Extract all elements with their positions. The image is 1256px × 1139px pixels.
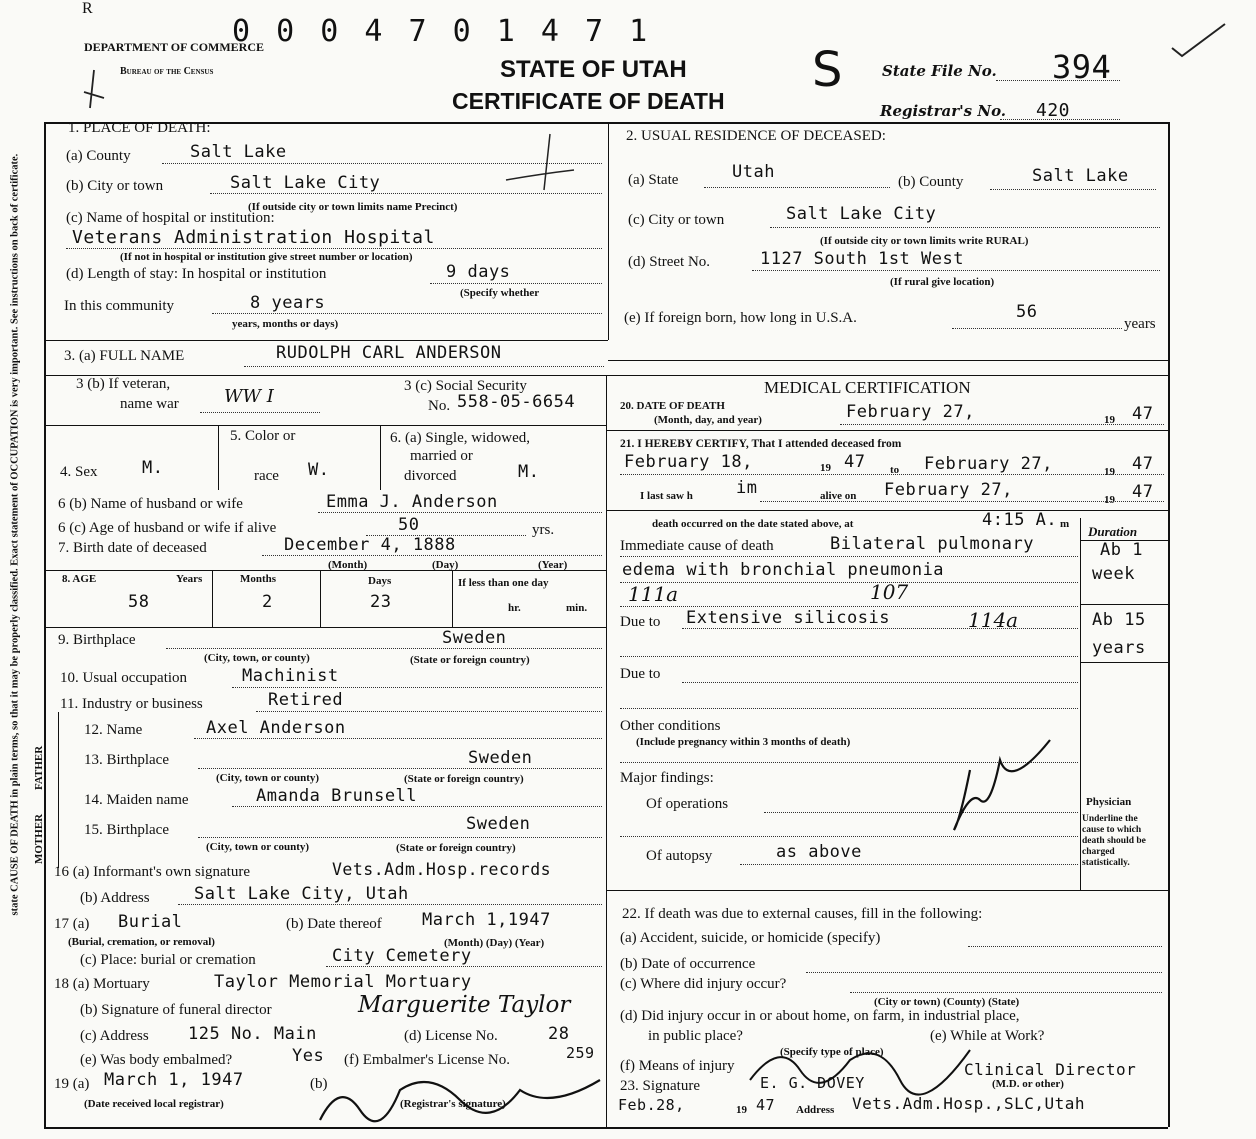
bp-note-city: (City, town, or county) — [204, 652, 310, 664]
duration-1b: week — [1092, 564, 1135, 584]
burial-date: March 1,1947 — [422, 910, 551, 930]
embalmed-label: (e) Was body embalmed? — [80, 1052, 233, 1068]
certify-label: 21. I HEREBY CERTIFY, That I attended deceased from — [620, 438, 902, 450]
spouse: Emma J. Anderson — [326, 492, 498, 512]
death-date-label: 20. DATE OF DEATH — [620, 400, 725, 412]
pod-stay: 9 days — [446, 262, 511, 282]
color-label-2: race — [254, 468, 279, 484]
color-label-1: 5. Color or — [230, 428, 296, 444]
father-note-state: (State or foreign country) — [404, 773, 524, 785]
registrar-no: 420 — [1036, 100, 1071, 121]
other-note: (Include pregnancy within 3 months of death) — [636, 736, 851, 748]
embalmed: Yes — [292, 1046, 325, 1066]
full-name: RUDOLPH CARL ANDERSON — [276, 343, 502, 363]
received-note: (Date received local registrar) — [84, 1098, 224, 1110]
ext-c-note: (City or town) (County) (State) — [874, 996, 1020, 1008]
pencil-initials — [940, 730, 1060, 840]
signature-century: 19 — [736, 1104, 747, 1116]
father-side-label: FATHER — [33, 745, 45, 790]
birth-note-day: (Day) — [432, 559, 459, 571]
marital-label-1: 6. (a) Single, widowed, — [390, 430, 530, 446]
signature-date: Feb.28, — [618, 1096, 685, 1114]
lessday-label: If less than one day — [458, 577, 549, 589]
serial-number: 0 0 0 4 7 0 1 4 7 1 — [232, 14, 652, 49]
pod-city-label: (b) City or town — [66, 178, 164, 194]
alive-on: February 27, — [884, 480, 1013, 500]
alive-year: 47 — [1132, 482, 1154, 502]
father-name: Axel Anderson — [206, 718, 346, 738]
handwritten-s: S — [812, 42, 843, 98]
res-state-label: (a) State — [628, 172, 679, 188]
res-city-note: (If outside city or town limits write RURAL) — [820, 235, 1029, 247]
operations-label: Of operations — [646, 796, 729, 812]
pod-hospital: Veterans Administration Hospital — [72, 227, 435, 248]
duration-label: Duration — [1088, 524, 1138, 539]
mother-side-label: MOTHER — [33, 813, 45, 864]
duration-1a: Ab 1 — [1100, 540, 1143, 560]
code-2: 107 — [870, 580, 909, 604]
due-1: Extensive silicosis — [686, 608, 890, 628]
signature-label: 23. Signature — [620, 1078, 700, 1094]
father-note-city: (City, town or county) — [216, 772, 320, 784]
occupation-label: 10. Usual occupation — [60, 670, 188, 686]
registrar-sig-note: (Registrar's signature) — [400, 1098, 506, 1110]
mother-note-state: (State or foreign country) — [396, 842, 516, 854]
duration-2b: years — [1092, 638, 1146, 658]
embalmer-label: (f) Embalmer's License No. — [344, 1052, 510, 1068]
burial-date-label: (b) Date thereof — [286, 916, 382, 932]
marital-label-2: married or — [410, 448, 473, 464]
state-file-label: State File No. — [882, 62, 997, 80]
pod-community: 8 years — [250, 293, 326, 313]
time: 4:15 A. — [982, 510, 1058, 530]
occupation: Machinist — [242, 666, 339, 686]
res-city-label: (c) City or town — [628, 212, 725, 228]
to-label: to — [890, 464, 900, 476]
mother-bp: Sweden — [466, 814, 531, 834]
received: March 1, 1947 — [104, 1070, 244, 1090]
informant-label: 16 (a) Informant's own signature — [54, 864, 250, 880]
funeral-sig: Marguerite Taylor — [358, 992, 571, 1018]
ext-d-label: (d) Did injury occur in or about home, on farm, in industrial place, — [620, 1008, 1020, 1024]
pod-specify-note: (Specify whether — [460, 287, 540, 299]
immediate-1: Bilateral pulmonary — [830, 534, 1034, 554]
spouse-age-label: 6 (c) Age of husband or wife if alive — [58, 520, 277, 536]
sex-label: 4. Sex — [60, 464, 98, 480]
ss-number: 558-05-6654 — [457, 392, 576, 412]
license-label: (d) License No. — [404, 1028, 498, 1044]
ss-label-2: No. — [428, 398, 451, 414]
veteran: WW I — [224, 386, 274, 407]
registrar-label: Registrar's No. — [880, 102, 1007, 120]
attended-from: February 18, — [624, 452, 753, 472]
physician-signature — [740, 1030, 980, 1100]
check-mark-icon — [1170, 20, 1230, 60]
pod-hospital-label: (c) Name of hospital or institution: — [66, 210, 275, 226]
license: 28 — [548, 1024, 570, 1044]
alive-century: 19 — [1104, 494, 1115, 506]
autopsy-label: Of autopsy — [646, 848, 713, 864]
time-unit: m — [1060, 518, 1070, 530]
pod-stay-label: (d) Length of stay: In hospital or institution — [66, 266, 327, 282]
death-date: February 27, — [846, 402, 975, 422]
pod-city: Salt Lake City — [230, 173, 381, 193]
pod-hospital-note: (If not in hospital or institution give street number or location) — [120, 251, 413, 263]
ext-d-label-2: in public place? — [648, 1028, 743, 1044]
corner-mark: R — [82, 0, 93, 17]
medical-heading: MEDICAL CERTIFICATION — [764, 378, 971, 397]
res-county: Salt Lake — [1032, 166, 1129, 186]
father-bp: Sweden — [468, 748, 533, 768]
res-foreign-label: (e) If foreign born, how long in U.S.A. — [624, 310, 857, 326]
res-state: Utah — [732, 162, 775, 182]
received-label: 19 (a) — [54, 1076, 90, 1092]
mother-note-city: (City, town or county) — [206, 841, 310, 853]
bureau: Bureau of the Census — [120, 66, 214, 77]
from-year: 47 — [844, 452, 866, 472]
res-street-note: (If rural give location) — [890, 276, 995, 288]
last-saw-label: I last saw h — [640, 490, 693, 502]
industry-label: 11. Industry or business — [60, 696, 203, 712]
registrar-sig-label: (b) — [310, 1076, 328, 1092]
informant: Vets.Adm.Hosp.records — [332, 860, 552, 879]
res-street: 1127 South 1st West — [760, 249, 964, 269]
burial: Burial — [118, 912, 183, 932]
signature-degree: (M.D. or other) — [992, 1078, 1064, 1090]
registrar-signature — [310, 1060, 610, 1130]
spouse-age: 50 — [398, 515, 420, 535]
full-name-label: 3. (a) FULL NAME — [64, 348, 185, 364]
mortuary: Taylor Memorial Mortuary — [214, 972, 472, 992]
funeral-sig-label: (b) Signature of funeral director — [80, 1002, 272, 1018]
hr-label: hr. — [508, 602, 521, 614]
industry: Retired — [268, 690, 344, 710]
res-county-label: (b) County — [898, 174, 964, 190]
burial-label: 17 (a) — [54, 916, 90, 932]
min-label: min. — [566, 602, 588, 614]
mother-name-label: 14. Maiden name — [84, 792, 189, 808]
ext-f-label: (f) Means of injury — [620, 1058, 735, 1074]
signature-name: E. G. DOVEY — [760, 1074, 865, 1092]
autopsy: as above — [776, 842, 862, 862]
age-days: 23 — [370, 592, 392, 612]
months-label: Months — [240, 573, 277, 585]
duration-2a: Ab 15 — [1092, 610, 1146, 630]
res-foreign: 56 — [1016, 302, 1038, 322]
birth-label: 7. Birth date of deceased — [58, 540, 207, 556]
immediate-2: edema with bronchial pneumonia — [622, 560, 945, 580]
immediate-label: Immediate cause of death — [620, 538, 774, 554]
burial-place-label: (c) Place: burial or cremation — [80, 952, 256, 968]
last-saw: im — [736, 478, 758, 498]
age-label: 8. AGE — [62, 573, 97, 585]
ext-e-label: (e) While at Work? — [930, 1028, 1045, 1044]
pod-city-note: (If outside city or town limits name Precinct) — [248, 201, 458, 213]
marital-label-3: divorced — [404, 468, 457, 484]
occurred-label: death occurred on the date stated above, at — [652, 518, 854, 530]
from-century: 19 — [820, 462, 831, 474]
signature-year: 47 — [756, 1096, 776, 1114]
pod-county-label: (a) County — [66, 148, 131, 164]
mortuary-label: 18 (a) Mortuary — [54, 976, 150, 992]
veteran-label-2: name war — [120, 396, 179, 412]
death-year: 47 — [1132, 404, 1154, 424]
ext-c-label: (c) Where did injury occur? — [620, 976, 787, 992]
due-label: Due to — [620, 614, 661, 630]
color: W. — [308, 460, 330, 480]
code-1: 111a — [628, 582, 679, 606]
spouse-age-unit: yrs. — [532, 522, 555, 538]
initial-mark-icon — [80, 68, 110, 112]
signature-title: Clinical Director — [964, 1060, 1137, 1079]
external-heading: 22. If death was due to external causes, fill in the following: — [622, 906, 983, 922]
birthplace-label: 9. Birthplace — [58, 632, 136, 648]
residence-heading: 2. USUAL RESIDENCE OF DECEASED: — [626, 128, 886, 144]
inf-address: Salt Lake City, Utah — [194, 884, 409, 904]
burial-address-label: (c) Address — [80, 1028, 149, 1044]
margin-instructions: state CAUSE OF DEATH in plain terms, so that it may be properly classified. Exact statement of OCCUPATION is very important. See instructions on back of certificate. — [9, 153, 21, 916]
inf-address-label: (b) Address — [80, 890, 150, 906]
mother-name: Amanda Brunsell — [256, 786, 418, 806]
age-years: 58 — [128, 592, 150, 612]
burial-date-note: (Month) (Day) (Year) — [444, 937, 545, 949]
death-date-note: (Month, day, and year) — [654, 414, 762, 426]
embalmer: 259 — [566, 1044, 595, 1062]
to-century: 19 — [1104, 466, 1115, 478]
birthplace: Sweden — [442, 628, 507, 648]
bp-note-state: (State or foreign country) — [410, 654, 530, 666]
pod-community-label: In this community — [64, 298, 174, 314]
physician-note: Physician — [1086, 796, 1132, 808]
to-year: 47 — [1132, 454, 1154, 474]
findings-label: Major findings: — [620, 770, 714, 786]
days-label: Days — [368, 575, 392, 587]
state-title: STATE OF UTAH — [500, 56, 687, 83]
underline-note: Underline the cause to which death should be charged statistically. — [1082, 814, 1146, 868]
birth-date: December 4, 1888 — [284, 535, 456, 555]
birth-note-month: (Month) — [328, 559, 368, 571]
ss-label-1: 3 (c) Social Security — [404, 378, 527, 394]
signature-address-label: Address — [796, 1104, 835, 1116]
ext-a-label: (a) Accident, suicide, or homicide (specify) — [620, 930, 881, 946]
attended-to: February 27, — [924, 454, 1053, 474]
res-city: Salt Lake City — [786, 204, 937, 224]
department: DEPARTMENT OF COMMERCE — [84, 40, 265, 54]
ext-b-label: (b) Date of occurrence — [620, 956, 756, 972]
father-bp-label: 13. Birthplace — [84, 752, 169, 768]
burial-address: 125 No. Main — [188, 1024, 317, 1044]
code-3: 114a — [968, 608, 1019, 632]
mother-bp-label: 15. Birthplace — [84, 822, 169, 838]
years-label: Years — [176, 573, 203, 585]
spouse-label: 6 (b) Name of husband or wife — [58, 496, 243, 512]
signature-address: Vets.Adm.Hosp.,SLC,Utah — [852, 1094, 1086, 1113]
due-label-2: Due to — [620, 666, 661, 682]
burial-note: (Burial, cremation, or removal) — [68, 936, 215, 948]
state-file-no: 394 — [1052, 48, 1112, 86]
veteran-label-1: 3 (b) If veteran, — [76, 376, 171, 392]
pencil-scribble-icon — [500, 130, 580, 200]
burial-place: City Cemetery — [332, 946, 472, 966]
death-century: 19 — [1104, 414, 1115, 426]
certificate-title: CERTIFICATE OF DEATH — [452, 88, 725, 114]
father-name-label: 12. Name — [84, 722, 143, 738]
place-of-death-heading: 1. PLACE OF DEATH: — [68, 120, 211, 136]
pod-county: Salt Lake — [190, 142, 287, 162]
other-label: Other conditions — [620, 718, 721, 734]
res-street-label: (d) Street No. — [628, 254, 711, 270]
res-foreign-unit: years — [1124, 316, 1156, 332]
marital: M. — [518, 462, 540, 482]
pod-community-note: years, months or days) — [232, 318, 339, 330]
birth-note-year: (Year) — [538, 559, 568, 571]
sex: M. — [142, 458, 164, 478]
alive-label: alive on — [820, 490, 857, 502]
age-months: 2 — [262, 592, 273, 612]
ext-d-note: (Specify type of place) — [780, 1046, 884, 1058]
